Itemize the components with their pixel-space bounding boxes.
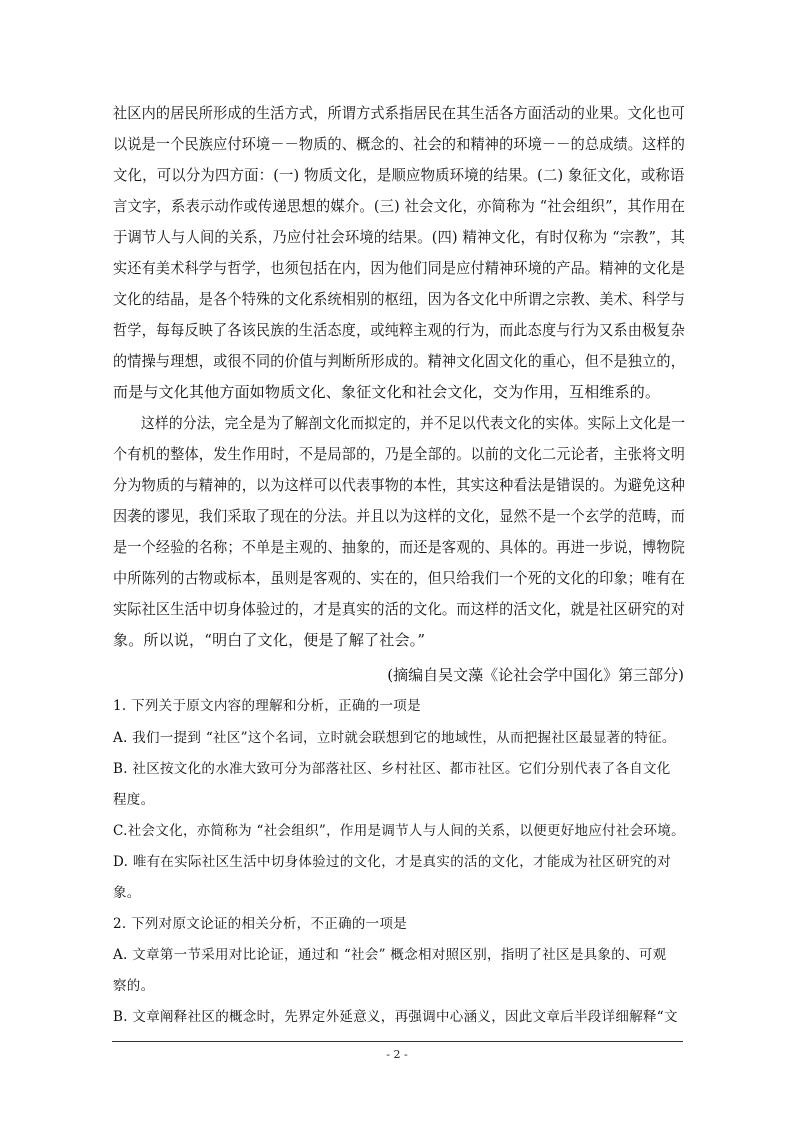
question-option: A. 文章第一节采用对比论证，通过和 “社会” 概念相对照区别，指明了社区是具象的、可观 [113, 947, 667, 963]
passage-line: 中所陈列的古物或标本，虽则是客观的、实在的，但只给我们一个死的文化的印象；唯有在 [113, 569, 686, 587]
passage-line: 文化，可以分为四方面：(一) 物质文化，是顺应物质环境的结果。(二) 象征文化，或称语 [113, 166, 685, 184]
question-option: B. 文章阐释社区的概念时，先界定外延意义，再强调中心涵义，因此文章后半段详细解释“文 [113, 1009, 678, 1025]
question-stem: 2. 下列对原文论证的相关分析，不正确的一项是 [113, 916, 408, 932]
passage-line: 是一个经验的名称；不单是主观的、抽象的，而还是客观的、具体的。再进一步说，博物院 [113, 538, 686, 556]
question-option: A. 我们一提到 “社区”这个名词，立时就会联想到它的地域性，从而把握社区最显著的特征。 [113, 730, 676, 746]
passage-line: 分为物质的与精神的，以为这样可以代表事物的本性，其实这种看法是错误的。为避免这种 [113, 476, 686, 494]
footer-divider [112, 1041, 683, 1042]
question-option: D. 唯有在实际社区生活中切身体验过的文化，才是真实的活的文化，才能成为社区研究的对 [113, 854, 672, 870]
passage-line: 因袭的谬见，我们采取了现在的分法。并且以为这样的文化，显然不是一个玄学的范畴，而 [113, 507, 686, 525]
passage-line: 哲学，每每反映了各该民族的生活态度，或纯粹主观的行为，而此态度与行为又系由极复杂 [113, 321, 686, 339]
passage-line: 文化的结晶，是各个特殊的文化系统相别的枢纽，因为各文化中所谓之宗教、美术、科学与 [113, 290, 686, 308]
question-option: 察的。 [113, 978, 155, 994]
question-stem: 1. 下列关于原文内容的理解和分析，正确的一项是 [113, 698, 421, 714]
question-option: 程度。 [113, 792, 155, 808]
passage-line: 以说是一个民族应付环境－－物质的、概念的、社会的和精神的环境－－的总成绩。这样的 [113, 135, 686, 153]
passage-line: 这样的分法，完全是为了解剖文化而拟定的，并不足以代表文化的实体。实际上文化是一 [113, 414, 686, 432]
passage-line: 象。所以说，“明白了文化，便是了解了社会。” [113, 631, 426, 649]
passage-line: 而是与文化其他方面如物质文化、象征文化和社会文化，交为作用，互相维系的。 [113, 383, 661, 401]
passage-line: 个有机的整体，发生作用时，不是局部的，乃是全部的。以前的文化二元论者，主张将文明 [113, 445, 686, 463]
passage-line: 社区内的居民所形成的生活方式，所谓方式系指居民在其生活各方面活动的业果。文化也可 [113, 104, 686, 122]
question-option: 象。 [113, 885, 141, 901]
passage-line: 的情操与理想，或很不同的价值与判断所形成的。精神文化固文化的重心，但不是独立的， [113, 352, 686, 370]
passage-line: 于调节人与人间的关系，乃应付社会环境的结果。(四) 精神文化，有时仅称为 “宗教”，其 [113, 228, 686, 246]
question-option: B. 社区按文化的水准大致可分为部落社区、乡村社区、都市社区。它们分别代表了各自文化 [113, 761, 671, 777]
passage-line: 言文字，系表示动作或传递思想的媒介。(三) 社会文化，亦简称为 “社会组织”，其作用在 [113, 197, 686, 215]
passage-line: 实际社区生活中切身体验过的，才是真实的活的文化。而这样的活文化，就是社区研究的对 [113, 600, 686, 618]
passage-source: (摘编自吴文藻《论社会学中国化》第三部分) [387, 666, 684, 684]
page-number: - 2 - [386, 1048, 408, 1061]
question-option: C.社会文化，亦简称为 “社会组织”，作用是调节人与人间的关系，以便更好地应付社会环境。 [113, 823, 685, 839]
passage-line: 实还有美术科学与哲学，也须包括在内，因为他们同是应付精神环境的产品。精神的文化是 [113, 259, 686, 277]
